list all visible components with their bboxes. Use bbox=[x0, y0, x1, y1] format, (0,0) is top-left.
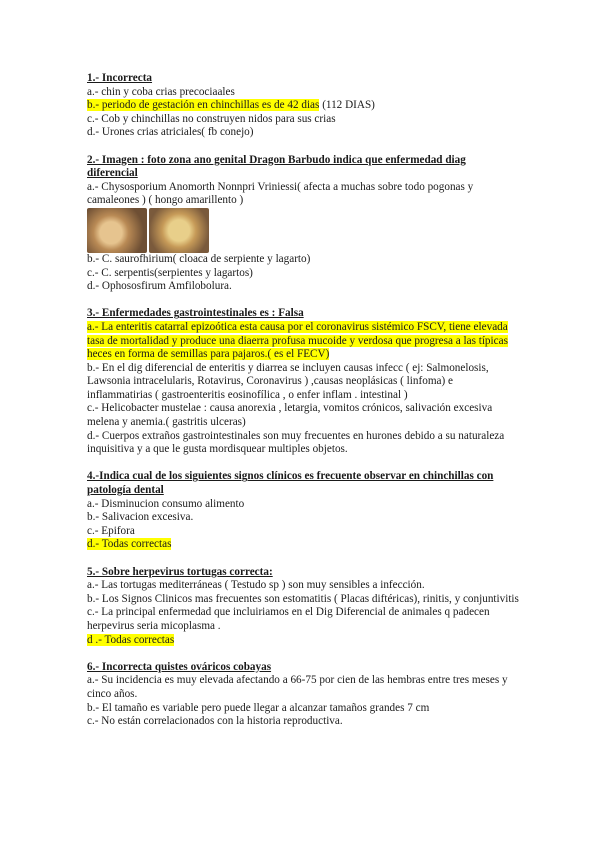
option-c: c.- Helicobacter mustelae : causa anorexia , letargia, vomitos crónicos, salivación excesiva melena y anemia.( gastritis ulceras) bbox=[87, 402, 493, 429]
option-c: c.- Epifora bbox=[87, 524, 135, 537]
option-c: c.- Cob y chinchillas no construyen nidos para sus crias bbox=[87, 112, 336, 125]
option-b: b.- En el dig diferencial de enteritis y diarrea se incluyen causas infecc ( ej: Salmonelosis, Lawsonia intracelularis, Rotavirus, Coronavirus ) ,causas neoplásicas ( linfoma) e inflammatirias ( gastroenteritis eosinofílica , o enfer inflam . intestinal ) bbox=[87, 361, 489, 401]
question-title: 3.- Enfermedades gastrointestinales es : Falsa bbox=[87, 307, 304, 320]
question-title: 5.- Sobre herpevirus tortugas correcta: bbox=[87, 565, 273, 578]
highlighted-text: d .- Todas correctas bbox=[87, 633, 175, 646]
question-2 bbox=[87, 154, 519, 294]
option-d bbox=[87, 538, 519, 552]
option-b: b.- Salivacion excesiva. bbox=[87, 511, 194, 524]
question-6 bbox=[87, 661, 519, 729]
option-c: c.- No están correlacionados con la historia reproductiva. bbox=[87, 715, 343, 728]
highlighted-text: d.- Todas correctas bbox=[87, 538, 172, 551]
lesion-photo-2 bbox=[149, 208, 209, 253]
highlighted-text: a.- La enteritis catarral epizoótica esta causa por el coronavirus sistémico FSCV, tiene elevada tasa de mortalidad y produce una diaerra profusa mucoide y verdosa que progresa a las típicas heces en forma de semillas para pajaros.( es el FECV) bbox=[87, 320, 508, 361]
option-d: d.- Cuerpos extraños gastrointestinales son muy frecuentes en hurones debido a su naturaleza inquisitiva y a que le gusta mordisquear multiples objetos. bbox=[87, 429, 505, 456]
option-suffix: (112 DIAS) bbox=[319, 99, 375, 112]
option-d bbox=[87, 634, 519, 648]
option-a bbox=[87, 321, 519, 362]
option-d: d.- Ophososfirum Amfilobolura. bbox=[87, 280, 232, 293]
option-c: c.- C. serpentis(serpientes y lagartos) bbox=[87, 266, 253, 279]
option-b: b.- Los Signos Clinicos mas frecuentes son estomatitis ( Placas diftéricas), rinitis, y conjuntivitis bbox=[87, 592, 519, 605]
question-title: 2.- Imagen : foto zona ano genital Dragon Barbudo indica que enfermedad diag diferencial bbox=[87, 153, 466, 180]
option-c: c.- La principal enfermedad que incluiriamos en el Dig Diferencial de animales q padecen herpevirus seria micoplasma . bbox=[87, 606, 490, 632]
question-4 bbox=[87, 470, 519, 552]
question-1 bbox=[87, 72, 519, 140]
option-a: a.- Las tortugas mediterráneas ( Testudo sp ) son muy sensibles a infección. bbox=[87, 579, 425, 592]
option-b bbox=[87, 99, 519, 113]
question-3 bbox=[87, 307, 519, 457]
question-title: 6.- Incorrecta quistes ováricos cobayas bbox=[87, 660, 272, 673]
question-5 bbox=[87, 566, 519, 648]
question-title: 4.-Indica cual de los siguientes signos clínicos es frecuente observar en chinchillas con patología dental bbox=[87, 470, 494, 497]
option-b: b.- C. saurofhirium( cloaca de serpiente y lagarto) bbox=[87, 252, 311, 265]
option-a: a.- Chysosporium Anomorth Nonnpri Vriniessi( afecta a muchas sobre todo pogonas y camaleones ) ( hongo amarillento ) bbox=[87, 180, 474, 207]
highlighted-text: b.- periodo de gestación en chinchillas es de 42 dias bbox=[87, 99, 320, 112]
question-title: 1.- Incorrecta bbox=[87, 72, 153, 84]
option-d: d.- Urones crias atriciales( fb conejo) bbox=[87, 126, 254, 139]
option-a: a.- Disminucion consumo alimento bbox=[87, 497, 245, 510]
option-a: a.- Su incidencia es muy elevada afectando a 66-75 por cien de las hembras entre tres meses y cinco años. bbox=[87, 674, 508, 700]
photo-row bbox=[87, 208, 519, 253]
option-a: a.- chin y coba crias precociaales bbox=[87, 85, 235, 98]
option-b: b.- El tamaño es variable pero puede llegar a alcanzar tamaños grandes 7 cm bbox=[87, 701, 430, 714]
lesion-photo-1 bbox=[87, 208, 147, 253]
